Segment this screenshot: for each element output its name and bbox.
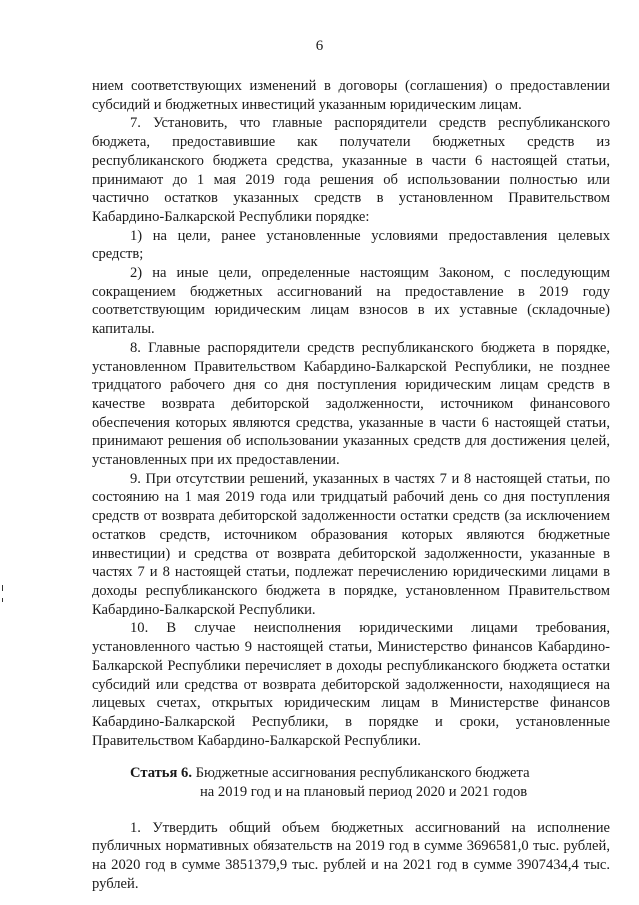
paragraph-continuation: нием соответствующих изменений в договоры (соглашения) о предоставлении субсидий и бюджетных инвестиций указанным юридическим лицам. [92,78,610,113]
paragraph-7-item-2: 2) на иные цели, определенные настоящим Законом, с последующим сокращением бюджетных ассигнований на предоставление в 2019 году соответствующим юридическим лицам взносов в их уставные (складочные) капиталы. [92,265,610,338]
article-6-heading [92,764,610,801]
paragraph-10: 10. В случае неисполнения юридическими лицами требования, установленного частью 9 настоящей статьи, Министерство финансов Кабардино-Балкарской Республики перечисляет в доходы республиканского бюджета остатки субсидий или средства от возврата дебиторской задолженности, находящиеся на лицевых счетах, открытых юридическим лицам в Министерстве финансов Кабардино-Балкарской Республики, в порядке и сроки, установленные Правительством Кабардино-Балкарской Республики. [92,620,610,749]
scan-edge-mark [2,598,3,602]
document-body [92,77,610,894]
paragraph-7-item-1: 1) на цели, ранее установленные условиями предоставления целевых средств; [92,227,610,263]
article-6-title-line1: Бюджетные ассигнования республиканского бюджета [195,765,530,782]
article-6-label: Статья 6. [130,765,192,782]
paragraph-8: 8. Главные распорядители средств республиканского бюджета в порядке, установленном Правительством Кабардино-Балкарской Республики, не позднее тридцатого рабочего дня со дня поступления юридическим лицам средств в качестве возврата дебиторской задолженности, источником финансового обеспечения которых являются средства, указанные в части 6 настоящей статьи, принимают решения об использовании указанных средств для достижения целей, установленных при их предоставлении. [92,339,610,469]
scan-edge-mark [2,585,3,591]
article-6-paragraph-1: 1. Утвердить общий объем бюджетных ассигнований на исполнение публичных нормативных обязательств на 2019 год в сумме 3696581,0 тыс. рублей, на 2020 год в сумме 3851379,9 тыс. рублей и на 2021 год в сумме 3907434,4 тыс. рублей. [92,819,610,892]
paragraph-9: 9. При отсутствии решений, указанных в частях 7 и 8 настоящей статьи, по состоянию на 1 мая 2019 года или тридцатый рабочий день со дня поступления средств от возврата дебиторской задолженности остатки средств (за исключением остатков средств, источником образования которых являются бюджетные инвестиции) и средства от возврата дебиторской задолженности, указанные в частях 7 и 8 настоящей статьи, подлежат перечислению юридическими лицами в доходы республиканского бюджета в порядке, установленном Правительством Кабардино-Балкарской Республики. [92,470,610,618]
page-number: 6 [315,38,324,54]
paragraph-7: 7. Установить, что главные распорядители средств республиканского бюджета, предоставившие как получатели бюджетных средств из республиканского бюджета средства, указанные в части 6 настоящей статьи, принимают до 1 мая 2019 года решения об использовании полностью или частично остатков указанных средств в установленном Правительством Кабардино-Балкарской Республики порядке: [92,115,610,225]
article-6-title-line2: на 2019 год и на плановый период 2020 и 2021 годов [200,784,528,801]
